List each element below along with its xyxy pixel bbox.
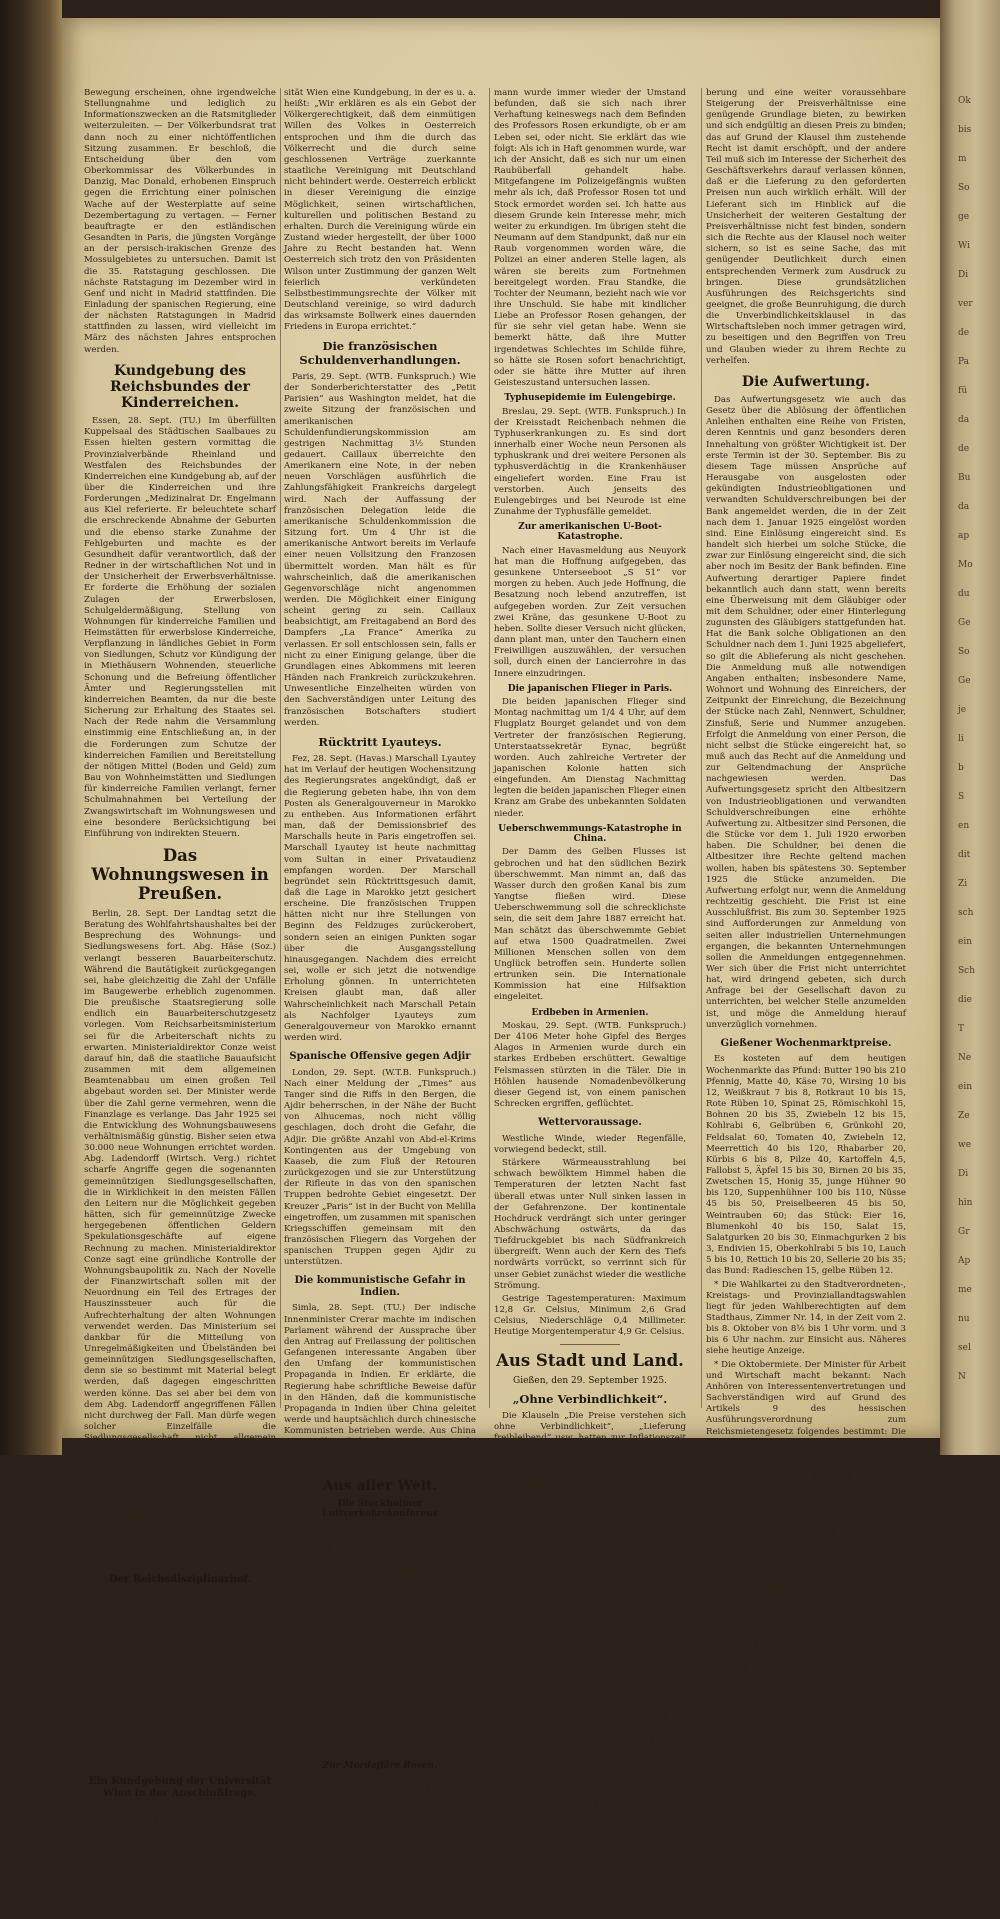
book-binding [0, 0, 62, 1455]
article-text: Berlin, 28. Sept. Der Landtag setzt die Beratung des Wohlfahrtshaushaltes bei der Besprechung des Wohnungs- und Siedlungswesens fort. Abg. Häse (Soz.) verlangt besseren Bauarbeiterschutz. Während die Bautätigkeit zurückgegangen sei, habe gleichzeitig die Zahl der Unfälle im Baugewerbe erheblich zugenommen. Die preußische Staatsregierung solle endlich ein Bauarbeiterschutzgesetz vorlegen. Vom Reichsarbeitsministerium sei für die Arbeiterschaft nichts zu erwarten. Ministerialdirektor Conze weist darauf hin, daß die staatliche Bauaufsicht zusammen mit dem allgemeinen Beamtenabbau um einen großen Teil abgebaut worden sei. Der Minister werde über die Zahl gerne vermehren, wenn die Finanzlage es verlange. Das Jahr 1925 sei die Entwicklung des Wohnungsbauwesens verhältnismäßig günstig. Bisher seien etwa 30.000 neue Wohnungen errichtet worden. Abg. Ladendorff (Wirtsch. Verg.) richtet scharfe Angriffe gegen die sogenannten gemeinnützigen Siedlungsgesellschaften, die in Wirklichkeit in den meisten Fällen den Leitern nur die Möglichkeit gegeben hätten, sich für gemeinnützige Zwecke hergegebenen öffentlichen Geldern Spekulationsgeschäfte auf eigene Rechnung zu machen. Ministerialdirektor Conze sagt eine gründliche Kontrolle der Wohnungsbaupolitik zu. Nach der Novelle der Finanzwirtschaft sollen mit der Neuordnung ein Teil des Ertrages der Hauszinssteuer auch für die Aufrechterhaltung der alten Wohnungen verwendet werden. Das Ministerium sei dankbar für die Mitteilung von Unregelmäßigkeiten und Übelständen bei gemeinnützigen Siedlungsgesellschaften, denn sie so bestimmt mit Material belegt werden, daß dagegen eingeschritten werden könne. Das sei aber bei dem von dem Abg. Ladendorff angegriffenen Fällen nicht durchweg der Fall. Man dürfe wegen solcher Einzelfälle die Siedlungsgesellschaft nicht allgemein verdammen. Minister Hirtsiefer teilt mit, daß nach den neuesten Feststellungen die Hauszinssteuer im Jahre 1925 210 Millionen für die Kommunen und 150 bis 160 Millionen für den Staat gebracht hat. Daraus müsse natürlich die gemeinnützigen Wohnungen berücksichtigt werden, sofern sie auf sozialer Grundlage stehen. Damit schließt die allgemeine Aussprache über das Wohnungs- und Siedlungswesen. [84, 908, 276, 1566]
column-1 [84, 88, 276, 1848]
article-text: Stärkere Wärmeausstrahlung bei schwach bewölktem Himmel haben die Temperaturen der letzten Nacht fast überall etwas unter Null sinken lassen in der Gefahrenzone. Der kontinentale Hochdruck verdrängt sich unter geringer Abschwächung ostwärts, da das Tiefdruckgebiet bis nach Südfrankreich übergreift. Wenn auch der Kern des Tiefs nordwärts vorrückt, so verrinnt sich für unser Gebiet zunächst wieder die westliche Strömung. [494, 1158, 686, 1291]
article-text: Breslau, 29. Sept. (WTB. Funkspruch.) In der Kreisstadt Reichenbach nehmen die Typhuserkrankungen zu. Es sind dort innerhalb einer Woche neun Personen als typhuskrank und drei weitere Personen als typhusverdächtig in die Krankenhäuser eingeliefert worden. Eine Frau ist verstorben. Auch jenseits des Eulengebirges und bei Neurode ist eine Zunahme der Typhusfälle gemeldet. [494, 406, 686, 517]
edge-fragment: dit [958, 850, 971, 860]
edge-fragment: me [958, 1285, 972, 1295]
edge-fragment: Ge [958, 676, 971, 686]
edge-fragment: S [958, 792, 965, 802]
headline-typhus: Typhusepidemie im Eulengebirge. [504, 393, 676, 404]
headline-wochenmarktpreise: Gießener Wochenmarktpreise. [720, 1037, 892, 1049]
article-text: Paris, 29. Sept. (WTB. Funkspruch.) Wie der Sonderberichterstatter des „Petit Parisien“ aus Washington meldet, hat die zweite Sitzung der französischen und amerikanischen Schuldenfundierungskommission am gestrigen Nachmittag 3½ Stunden gedauert. Caillaux überreichte den Amerikanern eine Note, in der neben neuen Vorschlägen ausführlich die Zahlungsfähigkeit Frankreichs dargelegt wird. Nach der Auffassung der französischen Delegation leide die amerikanische Schuldenkommission die Sitzung fort. Um 4 Uhr ist die amerikanische Antwort bereits im Verlaufe einer neuen Vollsitzung den Franzosen übermittelt worden. Man hält es für wahrscheinlich, daß die amerikanischen Gegenvorschläge nicht angenommen werden. Die Möglichkeit einer Einigung scheint gering zu sein. Caillaux beabsichtigt, am Freitagabend an Bord des Dampfers „La France“ Amerika zu verlassen. Er soll entschlossen sein, falls er nicht zu einer Einigung gelange, über die Grundlagen eines Abkommens mit leeren Händen nach Frankreich zurückzukehren. Unwesentliche Einzelheiten würden von den Sachverständigen unter Leitung des französischen Botschafters studiert werden. [284, 371, 476, 728]
article-text: berung und eine weiter voraussehbare Steigerung der Preisverhältnisse eine genügende Grundlage bieten, zu bewirken und sich endgültig an diesen Preis zu binden; das auf Grund der Klausel ihm zustehende Recht ist damit erschöpft, und der andere Teil muß sich im Interesse der Sicherheit des Geschäftsverkehrs darauf verlassen können, daß er die Lieferung zu den geforderten Preisen nun auch wirklich erhält. Will der Lieferant sich im Hinblick auf die Unsicherheit der weiteren Gestaltung der Preisverhältnisse nicht fest binden, sondern sich die Rechte aus der Klausel noch weiter sichern, so ist es seine Sache, das mit genügender Deutlichkeit durch einen entsprechenden Vermerk zum Ausdruck zu bringen. Diese grundsätzlichen Ausführungen des Reichsgerichts sind geeignet, die große Beunruhigung, die durch die Unverbindlichkeitsklausel in das Wirtschaftsleben noch immer getragen wird, zu beseitigen und den Begriffen von Treu und Glauben wieder zu ihrem Rechte zu verhelfen. [706, 88, 906, 366]
headline-mordaffaere: Zur Mordaffäre Rosen. [322, 1760, 438, 1771]
edge-fragment: N [958, 1372, 966, 1382]
article-text: Die Klauseln „Die Preise verstehen sich ohne Verbindlichkeit“, „Lieferung freibleibend“ usw. hatten zur Inflationszeit große Verbreitung, und das vom Reichsgericht selbst da anerkannt wurde, wo der Wortlaut der Geschäftsparagraphen sehr ungenau war, hatten bei den gewaltigen Preisschwankungen jener Zeit ihre Berechtigung. Es hat deshalb auch lange gedauert, bis in den Köpfen zahlreicher Geschäftsleute die Auffassung, daß ein Beharren beim Vorliegen der Wirtschaft gerechtfertigt sei, verschwunden war. Nun aber wird wieder einmal versucht, die Preise durch solche Klauseln verbindlich zu machen, und es ist ohne weiteres einleuchtend, daß bei diesen Klauseln dem Käufer ein Vorteil nicht erwächst. Mit diesem Standpunkt nimmt nun das Reichsgericht grundsätzlich auf. Die Klausel „Die Preise verstehen sich ohne Verbindlichkeit“ kann nicht dahin ausgelegt werden, daß sich der Lieferanten nicht das Recht gibt, zum Zeitpunkt der tatsächlichen Lieferung, so nach dem zurückgetretenen Steigen der Preise einschließlich erheben, sofern das unter dem Vereinbarten Preis liegt. Der Standpunkt nimmt nun das Reichsgericht grundsätzlich und deutlich ein. Die Klausel „Die Preise verstehen sich ohne Verbindlichkeit“ kann nicht dahin ausgelegt werden, daß sich der Lieferanten das Recht gibt, die Preise nachträglich zum Nachteil des Käufers zu erhöhen. Bei jeder Preiserhöhung ist dem Käufer vielmehr die Möglichkeit gegeben, vom Vertrag zurückzutreten. [494, 1411, 686, 1834]
article-text: Breslau, 28. Sept. (TU.) Allgemeines Interesse dürfte die Aussage der Hausdame Neumann und ihrer Tochter, der Frau Standke, in der neuesten Ermittelungen in der Mordaffäre Rosen hervorrufen. Als Frau Neumann noch bei dem Kriminalkommissar Jerusalem von der Beschuldigung des Arbeiters Paaschuk Kenntnis erhielt, blieb sie vollständig ruhig und äußerte, sie wisse, daß man ihr durch solche Aussagen, und wenn sie es sich zum Nutzen fügen. Als ein besonders Moment für die Neu- [284, 1774, 476, 1919]
edge-fragment: Ge [958, 618, 971, 628]
next-page-edge [940, 0, 1000, 1455]
headline-u-boot: Zur amerikanischen U-Boot-Katastrophe. [518, 522, 662, 543]
column-rule [701, 88, 702, 1408]
article-text: Berlin, 28. Sept. (WTB.) Nach dem „Reichsanzeiger“ wurden zu Mitgliedern des Reichsdisziplinarhofes gewählt: Als Präsident des Reichsgerichts Simons, als stellvertretende Präsidenten Klöde und Mansfeld, als Mitglieder die Reichsgerichtsräte Zeiler, Warneyer, Ad. Mueller, Metz, sowie der bayerische Gesandte a. D. Preger, als stellvertretende Mitglieder der sächsische Gesandte Reichsminister a. D. Gradnauer, der hessische Gesandte Frhr. v. Biegeleben, der Hamburger Bürgermeister Petersen, der mecklenburg-schwerinsche Gesandte Tischbein und der braunschweigische Gesandte Boden. [84, 1590, 276, 1768]
edge-fragment: Ap [958, 1256, 971, 1266]
edge-fragment: sel [958, 1343, 971, 1353]
edge-fragment: ein [958, 1082, 973, 1092]
headline-kinderreichen: Kundgebung des Reichsbundes der Kinderreichen. [109, 362, 251, 411]
article-text: Es kosteten auf dem heutigen Wochenmarkte das Pfund: Butter 190 bis 210 Pfennig, Matte 40, Käse 70, Wirsing 10 bis 12, Weißkraut 7 bis 8, Rotkraut 10 bis 15, Rote Rüben 10, Spinat 25, Römischkohl 15, Bohnen 20 bis 35, Zwiebeln 12 bis 15, Kohlrabi 6, Gelbrüben 6, Grünkohl 20, Feldsalat 60, Tomaten 40, Zwiebeln 12, Meerrettich 40 bis 120, Rhabarber 20, Kürbis 6 bis 8, Pilze 40, Kartoffeln 4,5, Fallobst 5, Äpfel 15 bis 30, Birnen 20 bis 35, Zwetschen 15, Honig 35, junge Hühner 90 bis 120, Suppenhühner 100 bis 110, Nüsse 45 bis 50, Preiselbeeren 45 bis 50, Weintrauben 60; das Stück: Eier 16, Blumenkohl 40 bis 150, Salat 15, Salatgurken 20 bis 30, Einmachgurken 2 bis 3, Endivien 15, Oberkohlrabi 5 bis 10, Lauch 5 bis 10, Rettich 10 bis 20, Sellerie 20 bis 35; das Bund: Radieschen 15, gelbe Rüben 12. [706, 1054, 906, 1277]
edge-fragment: nu [958, 1314, 970, 1324]
article-text: * Personalien. Die in Nr. 222 des „Gieß. Anz.“ vom 22. September wiedergegebene Notiz des Wolffbureaus über die Berufung Prof. Dr. Kadens in das Auswärtige Amt bedarf insofern einer Richtigstellung, als Dr. Kaden bisher nicht Privatdozent an der Universität Gießen, sondern an der Universität Heidelberg war. [706, 1562, 906, 1651]
edge-fragment: du [958, 589, 970, 599]
article-text: mann wurde immer wieder der Umstand befunden, daß sie sich nach ihrer Verhaftung keineswegs nach dem Befinden des Professors Rosen erkundigte, ob er am Leben sei, oder nicht. Sie erklärt das wie folgt: Als ich in Haft genommen wurde, war ich der Ansicht, daß es sich nur um einen Raubüberfall gehandelt habe. Mitgefangene im Polizeigefängnis wußten mehr als ich, daß Professor Rosen tot und Stock ermordet worden sei. Ich hatte aus diesem Grunde kein Interesse mehr, mich weiter zu erkundigen. Im übrigen steht die Neumann auf dem Standpunkt, daß nur ein Raub vorgenommen worden wäre, die Polizei an einer anderen Stelle lagen, als wären sie bereits zum Fortnehmen bereitgelegt worden. Frau Standke, die Tochter der Neumann, bezieht nach wie vor ihre Unschuld. Sie habe mit kindlicher Liebe an Professor Rosen gehangen, der für sie sehr viel getan habe. Wenn sie bemerkt hätte, daß ihre Mutter irgendetwas Schlechtes im Schilde führe, so hätte sie Rosen sofort benachrichtigt, oder sie hätte ihre Mutter auf ihren Geisteszustand untersuchen lassen. [494, 88, 686, 389]
edge-fragment: ap [958, 531, 970, 541]
edge-fragment: m [958, 154, 967, 164]
edge-fragment: fü [958, 386, 968, 396]
edge-fragment: je [958, 705, 967, 715]
headline-japanische-flieger: Die japanischen Flieger in Paris. [507, 683, 673, 694]
article-text: Bewegung erscheinen, ohne irgendwelche Stellungnahme und lediglich zu Informationszwecken an die Ratsmitglieder weiterzuleiten. — Der Völkerbundsrat trat dann noch zu einer nichtöffentlichen Sitzung zusammen. Er beschloß, die Entscheidung über den vom Oberkommissar des Völkerbundes in Danzig, Mac Donald, erhobenen Einspruch gegen die Errichtung einer polnischen Wache auf der Westerplatte auf seine Dezembertagung zu vertagen. — Ferner beauftragte er den estländischen Gesandten in Paris, die jüngsten Vorgänge an der persisch-irakischen Grenze des Mossulgebietes zu untersuchen. Damit ist die 35. Ratstagung geschlossen. Die nächste Ratstagung im Dezember wird in Genf und nicht in Madrid stattfinden. Die Einladung der spanischen Regierung, eine der nächsten Ratstagungen in Madrid stattfinden zu lassen, wird vielleicht im März des nächsten Jahres entsprochen werden. [84, 88, 276, 355]
headline-universitaet-wien: Ein Kundgebung der Universität Wien in der Anschlußfrage. [88, 1776, 272, 1799]
edge-fragment: ver [958, 299, 973, 309]
edge-fragment: da [958, 502, 970, 512]
article-text: Fez, 28. Sept. (Havas.) Marschall Lyautey hat im Verlauf der heutigen Wochensitzung des Regierungsrates angekündigt, daß er die Regierung gebeten habe, ihn von dem Posten als Generalgouverneur in Marokko zu entheben. Aus Informationen erfährt man, daß der Demissionsbrief des Marschalls heute in Paris eingetroffen sei. Marschall Lyautey ist heute nachmittag vom Sultan in einer Privataudienz empfangen worden. Der Marschall begründet sein Rücktrittsgesuch damit, daß die Lage in Marokko jetzt gesichert erscheine. Die französischen Truppen hätten nicht nur ihre Stellungen von Beginn des Feldzuges zurückerobert, sondern seien an einigen Punkten sogar über die Ausgangsstellung hinausgegangen. Nachdem dies erreicht sei, wolle er sich jetzt die notwendige Erholung gönnen. In unterrichteten Kreisen glaubt man, daß aller Wahrscheinlichkeit nach Marschall Petain als Nachfolger Lyauteys zum Generalgouverneur von Marokko ernannt werden wird. [284, 754, 476, 1043]
edge-fragment: Gr [958, 1227, 970, 1237]
edge-fragment: ein [958, 937, 973, 947]
article-text: * Damenverein Gabelsberger Gießen. In unserem Bericht vom 26. d. Mts. über den Gabelsberger Stenographentag in Bad-Nauheim muß es heißen: In der Abteilung 200 Silben erhielt einen ersten und Ehrenpreis Fräulein Therese Schmall vom Damenverein Gießen. [706, 1653, 906, 1731]
headline-ohne-verbindlichkeit: „Ohne Verbindlichkeit“. [512, 1391, 668, 1406]
dateline: Gießen, den 29. September 1925. [513, 1375, 667, 1386]
article-text: Die beiden japanischen Flieger sind Montag nachmittag um 1/4 4 Uhr, auf dem Flugplatz Bourget gelandet und von dem Vertreter der französischen Regierung, Unterstaatssekretär Eynac, begrüßt worden. Auch zahlreiche Vertreter der japanischen Kolonie hatten sich eingefunden. Am Dienstag Nachmittag legten die beiden japanischen Flieger einen Kranz am Grabe des unbekannten Soldaten nieder. [494, 697, 686, 819]
column-rule [489, 88, 490, 1408]
headline-stadt-und-land: Aus Stadt und Land. [496, 1350, 684, 1370]
headline-schuldenverhandlungen: Die französischen Schuldenverhandlungen. [299, 339, 461, 367]
edge-fragment: Di [958, 270, 969, 280]
article-text: sität Wien eine Kundgebung, in der es u. a. heißt: „Wir erklären es als ein Gebot der Völkergerechtigkeit, daß dem einmütigen Willen des Volkes in Oesterreich entsprochen und ihm die durch das Völkerrecht und die durch seine geschlossenen Verträge zuerkannte staatliche Vereinigung mit Deutschland nicht behindert werde. Oesterreich erblickt in dieser Vereinigung die einzige Möglichkeit, seinen wirtschaftlichen, kulturellen und politischen Bestand zu erhalten. Durch die Vereinigung würde ein Zustand wieder hergestellt, der über 1000 Jahre zu Recht bestanden hat. Wenn Oesterreich sich trotz den von Präsidenten Wilson unter Zustimmung der ganzen Welt feierlich verkündeten Selbstbestimmungsrechte der Völker mit Deutschland vereinige, so wird dadurch das wirksamste Bollwerk eines dauernden Friedens in Europa errichtet.“ [284, 88, 476, 333]
edge-fragment: Bu [958, 473, 971, 483]
edge-fragment: Mo [958, 560, 973, 570]
separator [560, 1344, 620, 1345]
article-text: Essen, 28. Sept. (TU.) Im überfüllten Kuppelsaal des Städtischen Saalbaues zu Essen hielten gestern vormittag die Provinzialverbände Rheinland und Westfalen des Reichsbundes der Kinderreichen eine Kundgebung ab, auf der über die Kinderreichen und ihre Forderungen „Medizinalrat Dr. Engelmann aus Kiel referierte. Er beleuchtete scharf die erschreckende Abnahme der Geburten und die ebenso starke Zunahme der Fehlgeburten und machte es der Gesundheit dafür verantwortlich, daß der Redner in der wirtschaftlichen Not und in der Unsicherheit der Erwerbsverhältnisse. Er forderte die Erhöhung der sozialen Zulagen der Erwerbslosen, Schulgeldermäßigung, Stellung von Wohnungen für kinderreiche Familien und Heimstätten für erwerbslose Kinderreiche, Verpflanzung in ländliches Gebiet in Form von Siedlungen, Schutz vor Kündigung der in Miethäusern Wohnenden, steuerliche Schonung und die Befreiung öffentlicher Ämter und Regierungsstellen mit kinderreichen Beamten, da nur die beste Sicherung zur Erhaltung des Staates sei. Nach der Rede nahm die Versammlung einstimmig eine Entschließung an, in der die Forderungen zum Schutze der kinderreichen Familien und Bereitstellung der nötigen Mittel (Boden und Geld) zum Bau von Wohnheimstätten und Siedlungen für kinderreiche Familien verlangt, ferner Schulmahnahmen bei Verteilung der Zwangswirtschaft im Wohnungswesen und eine besondere Berücksichtigung bei Einführung von indirekten Steuern. [84, 416, 276, 839]
headline-reichsdisziplinarhof: Der Reichsdisziplinarhof. [108, 1574, 252, 1586]
edge-fragment: sch [958, 908, 974, 918]
edge-fragment: de [958, 328, 970, 338]
edge-fragment: T [958, 1024, 965, 1034]
article-text: * Die Oktobermiete. Der Minister für Arbeit und Wirtschaft macht bekannt: Nach Anhören von Interessentenvertretungen und Sachverständigen wird auf Grund des Artikels 9 des hessischen Ausführungsverordnung zum Reichsmietengesetz folgendes bestimmt: Die gesetzliche Miete beträgt in Fassung der Verordnung vom 20. August 1925 und 25. Juni 1925 zu diesem Umwertungssatzungen vom 24. Februar 1924 für die Berechnung der Miete für den Monat Oktober folgendes bestimmt: Die Miete für Oktober 1925 wird in gleicher Höhe wie für den Monat September festgesetzt. Auch an den übrigen bisher geltenden Bestimmungen, insbesondere über die gewerblichen Zuschläge usw., wird nichts geändert. [706, 1359, 906, 1560]
edge-fragment: da [958, 415, 970, 425]
column-rule [280, 88, 281, 1408]
article-text: Simla, 28. Sept. (TU.) Der indische Innenminister Crerar machte im indischen Parlament während der Aussprache über den Antrag auf Freilassung der politischen Gefangenen interessante Angaben über den Umfang der kommunistischen Propaganda in Indien. Er erklärte, die Regierung habe schriftliche Beweise dafür in den Händen, daß die kommunistische Propaganda in Indien über China geleitet werde und hauptsächlich durch chinesische Kommunisten betrieben werde. Aus China seien während der letzten Monate große Mengen von Flugschriften und Waffen eingeführt worden. [284, 1303, 476, 1470]
edge-fragment: Ne [958, 1053, 972, 1063]
article-text: London, 29. Sept. (W.T.B. Funkspruch.) Nach einer Meldung der „Times“ aus Tanger sind die Riffs in den Bergen, die Ajdir beherrschen, in der Nähe der Bucht von Alhucemas, noch nicht völlig geschlagen, doch droht die Gefahr, die Adjir. Die größte Anzahl von Abd-el-Krims Kontingenten aus der Umgebung von Kaaseb, die zum Fluß der Retouren zurückgezogen und sie zur Unterstützung der Rifleute in das von den spanischen Truppen bedrohte Gebiet eingesetzt. Der Kreuzer „Paris“ ist in der Bucht von Melilla eingetroffen, um zusammen mit spanischen Kriegsschiffen gemeinsam mit den französischen Fliegern das Vorgehen der spanischen Truppen gegen Ajdir zu unterstützen. [284, 1067, 476, 1268]
edge-fragment: Pa [958, 357, 970, 367]
headline-wetter: Wettervoraussage. [538, 1117, 642, 1129]
edge-fragment: Sch [958, 966, 976, 976]
headline-lyautey: Rücktritt Lyauteys. [318, 734, 442, 749]
article-text: Wien, 29. Sept. (WTB. Funkspruch.) In Ausführung des Beschlusses des im Juni in Wien abgehaltenen Hochschultages hielt die Univer- [84, 1804, 276, 1848]
edge-fragment: en [958, 821, 970, 831]
column-2 [284, 88, 476, 1919]
edge-fragment: b [958, 763, 964, 773]
edge-fragment: So [958, 183, 970, 193]
edge-fragment: hin [958, 1198, 973, 1208]
edge-fragment: we [958, 1140, 972, 1150]
headline-wohnungswesen: Das Wohnungswesen in Preußen. [91, 845, 269, 903]
edge-fragment: So [958, 647, 970, 657]
headline-aufwertung: Die Aufwertung. [741, 373, 871, 390]
edge-fragment: die [958, 995, 972, 1005]
edge-fragment: bis [958, 125, 972, 135]
headline-aus-aller-welt: Aus aller Welt. [322, 1477, 438, 1494]
article-text: Gestrige Tagestemperaturen: Maximum 12,8 Gr. Celsius, Minimum 2,6 Grad Celsius, Niederschläge 0,4 Millimeter. Heutige Morgentemperatur 4,9 Gr. Celsius. [494, 1293, 686, 1338]
article-text: Das Aufwertungsgesetz wie auch das Gesetz über die Ablösung der öffentlichen Anleihen enthalten eine Reihe von Fristen, deren Kenntnis und ganz besonders deren Innehaltung von größter Wichtigkeit ist. Der erste Termin ist der 30. September. Bis zu diesem Tage müssen Ansprüche auf Herausgabe von ausgelosten oder gekündigten Industrieobligationen und verwandten Schuldverschreibungen bei der Bank angemeldet werden, die in der Zeit nach dem 1. Januar 1925 eingelöst worden sind. Eine Einlösung eingereicht sind. Es handelt sich hierbei um solche Stücke, die zwar zur Einlösung eingereicht sind, die sich aber noch im Besitz der Bank befinden. Eine Aufwertung derartiger Papiere findet bekanntlich auch dann statt, wenn bereits eine Überweisung mit dem Gläubiger oder mit dem Schuldner, oder einer Hinterlegung zugunsten des Gläubigers stattgefunden hat. Hat die Bank solche Obligationen an den Schuldner nach dem 1. Juni 1925 abgeliefert, so gilt die Ablieferung als nicht geschehen. Die Anmeldung muß alle notwendigen Angaben enthalten; insbesondere Name, Wohnort und Wohnung des Einreichers, der Zeitpunkt der Einreichung, die Bezeichnung der Stücke nach Zahl, Nennwert, Schuldner, Zinsfuß, Serie und Nummer anzugeben. Erfolgt die Anmeldung von einer Person, die nicht selbst die Stücke eingereicht hat, so muß auch das Recht auf die Anmeldung und zur Geltendmachung der Ansprüche nachgewiesen werden. Das Aufwertungsgesetz spricht den Altbesitzern von Industrieobligationen und verwandten Schuldverschreibungen eine erhöhte Aufwertung zu. Altbesitzer sind Personen, die die Stücke vor dem 1. Juli 1920 erworben haben. Die Schuldner, bei denen die Altbesitzer ihre Rechte geltend machen wollen, haben bis spätestens 30. September 1925 die Stücke anzumelden. Die Aufwertung erfolgt nur, wenn die Anmeldung rechtzeitig geschieht. Die Frist ist eine Ausschlußfrist. Bis zum 30. September 1925 sind Aufforderungen zur Anmeldung von seiten aller industriellen Unternehmungen ergangen, die bekannten Unternehmungen sollen die Anmeldungen entgegennehmen. Wer sich über die Frist nicht unterrichtet hat, wird dringend gebeten, sich durch Anfrage bei der Gesellschaft davon zu unterrichten, bei welcher Stelle anzumelden ist, und möge die Anmeldung hierauf unverzüglich vornehmen. [706, 395, 906, 1030]
edge-fragment: Ze [958, 1111, 970, 1121]
article-text: * Auftrieb auf dem heutigen Frankfurter Schlachtviehmarkt: 296 [706, 1733, 906, 1755]
headline-luftverkehrskonferenz: Die Stockholmer Luftverkehrskonferenz [322, 1498, 438, 1520]
edge-fragment: Zi [958, 879, 968, 889]
article-text: * Die Wahlkartei zu den Stadtverordneten-, Kreistags- und Provinziallandtagswahlen liegt für jeden Wahlberechtigten auf dem Stadthaus, Zimmer Nr. 14, in der Zeit vom 2. bis 8. Oktober von 8½ bis 1 Uhr vorm. und 3 bis 6 Uhr nachm. zur Einsicht aus. Näheres siehe heutige Anzeige. [706, 1279, 906, 1357]
article-text: Die Internationale Luftverkehrskonferenz wurde heute im schwedischen Reichstag eröffnet. 14 Länder haben Vertreter entsandt. Unter den Anwesenden wurde auch der Generalsekretär der internationalen Luftschiffahrtskommission, M. Roper, bemerkt. Außenminister Unden betonte die Notwendigkeit einer Zusammenarbeit der Nationen auf dem Gebiete des Luftverkehrs. Zum Vorsitzenden der Konferenz wurde Generaldirektor Juhlin gewählt. Alsdann begannen die tatsächlichen Arbeiten mit einer Erörterung der Frage: Luftverkehr bei Nacht, bei Nebel und im Winter. Das zweite Diskussionsthema war die Frage der Maßnahmen zur Hebung der Regelmäßigkeit im Luftverkehr und der Sicherheit der Reisenden. Regierungsrat Fitch erörterte das Thema insbesondere vom meteorologischen Gesichtspunkte aus. [284, 1522, 476, 1756]
article-text: Der Damm des Gelben Flusses ist gebrochen und hat den südlichen Bezirk überschwemmt. Man nimmt an, daß das Wasser durch den großen Kanal bis zum Yangtse fließen wird. Diese Ueberschwemmung soll die schrecklichste sein, die seit dem Jahre 1887 erreicht hat. Man schätzt das überschwemmte Gebiet auf etwa 1500 Quadratmeilen. Zwei Millionen Menschen sollen von dem Unglück betroffen sein. Hunderte sollen ertrunken sein. Die Internationale Kommission hat eine Hilfsaktion eingeleitet. [494, 847, 686, 1003]
column-4 [706, 88, 906, 1755]
article-text: Nach einer Havasmeldung aus Neuyork hat man die Hoffnung aufgegeben, das gesunkene Unterseeboot „S 51“ vor morgen zu heben. Auch jede Hoffnung, die Besatzung noch lebend anzutreffen, ist aufgegeben worden. Zur Zeit versuchen zwei Kräne, das gesunkene U-Boot zu heben. Sollte dieser Versuch nicht glücken, dann plant man, unter den Tauchern einen Freiwilligen auszuwählen, der versuchen soll, durch einen der Lancierrohre in das Innere einzudringen. [494, 545, 686, 679]
article-text: Moskau, 29. Sept. (WTB. Funkspruch.) Der 4106 Meter hohe Gipfel des Berges Alagos in Armenien wurde durch ein starkes Erdbeben erschüttert. Gewaltige Felsmassen stürzten in die Täler. Die in Höhlen hausende Nomadenbevölkerung dieser Gegend ist, von einem panischen Schrecken ergriffen, geflüchtet. [494, 1020, 686, 1110]
edge-fragment: Wi [958, 241, 970, 251]
edge-fragment: li [958, 734, 964, 744]
edge-fragment: de [958, 444, 970, 454]
edge-fragment: Di [958, 1169, 969, 1179]
column-3 [494, 88, 686, 1834]
headline-spanische-offensive: Spanische Offensive gegen Adjir [289, 1051, 471, 1063]
edge-fragment: ge [958, 212, 970, 222]
article-text: Westliche Winde, wieder Regenfälle, vorwiegend bedeckt, still. [494, 1133, 686, 1155]
headline-china: Ueberschwemmungs-Katastrophe in China. [498, 823, 682, 845]
edge-fragment: Ok [958, 96, 971, 106]
headline-erdbeben: Erdbeben in Armenien. [531, 1007, 649, 1018]
headline-indien: Die kommunistische Gefahr in Indien. [294, 1275, 466, 1298]
